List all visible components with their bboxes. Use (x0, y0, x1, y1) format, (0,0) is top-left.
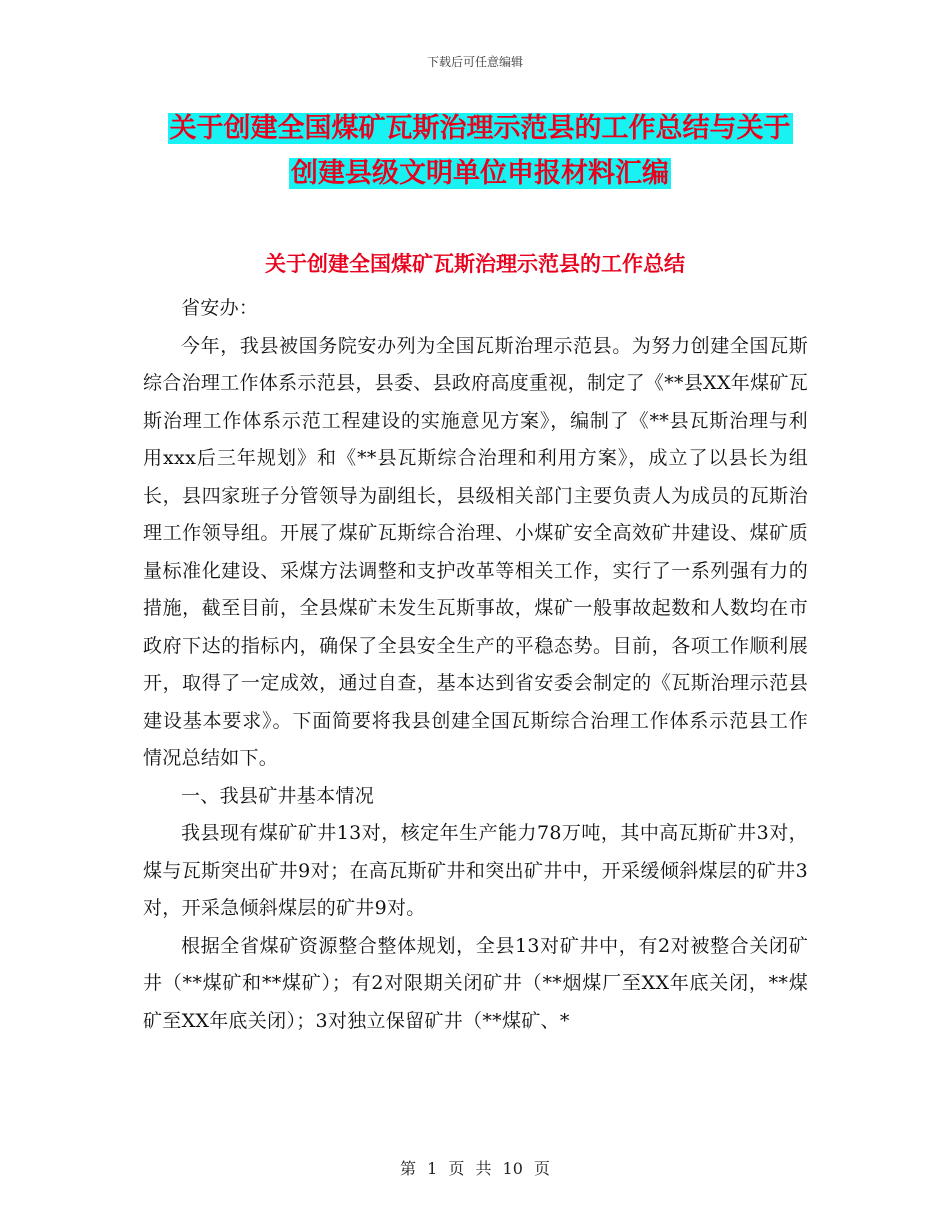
main-title-text-1: 关于创建全国煤矿瓦斯治理示范县的工作总结与关于 (169, 113, 791, 144)
section-title: 关于创建全国煤矿瓦斯治理示范县的工作总结 (265, 252, 685, 276)
document-body (143, 290, 808, 1040)
main-title-line-2 (140, 155, 820, 193)
main-title-text-2: 创建县级文明单位申报材料汇编 (291, 158, 669, 189)
paragraph-mines: 我县现有煤矿矿井13对，核定年生产能力78万吨，其中高瓦斯矿井3对，煤与瓦斯突出矿井9对；在高瓦斯矿井和突出矿井中，开采缓倾斜煤层的矿井3对，开采急倾斜煤层的矿井9对。 (143, 822, 808, 919)
main-title-line-1 (140, 110, 820, 148)
page-footer: 第 1 页 共 10 页 (400, 1159, 550, 1178)
salutation: 省安办： (181, 297, 259, 319)
paragraph-intro: 今年，我县被国务院安办列为全国瓦斯治理示范县。为努力创建全国瓦斯综合治理工作体系示范县，县委、县政府高度重视，制定了《**县XX年煤矿瓦斯治理工作体系示范工程建设的实施意见方案》，编制了《**县瓦斯治理与利用xxx后三年规划》和《**县瓦斯综合治理和利用方案》，成立了以县长为组长，县四家班子分管领导为副组长，县级相关部门主要负责人为成员的瓦斯治理工作领导组。开展了煤矿瓦斯综合治理、小煤矿安全高效矿井建设、煤矿质量标准化建设、采煤方法调整和支护改革等相关工作，实行了一系列强有力的措施，截至目前，全县煤矿未发生瓦斯事故，煤矿一般事故起数和人数均在市政府下达的指标内，确保了全县安全生产的平稳态势。目前，各项工作顺利展开，取得了一定成效，通过自查，基本达到省安委会制定的《瓦斯治理示范县建设基本要求》。下面简要将我县创建全国瓦斯综合治理工作体系示范县工作情况总结如下。 (143, 334, 808, 769)
section-heading-1: 一、我县矿井基本情况 (181, 784, 375, 807)
paragraph-integration: 根据全省煤矿资源整合整体规划，全县13对矿井中，有2对被整合关闭矿井（**煤矿和**煤矿）；有2对限期关闭矿井（**烟煤厂至XX年底关闭，**煤矿至XX年底关闭）；3对独立保留矿井（**煤矿、* (143, 934, 808, 1032)
header-note: 下载后可任意编辑 (426, 55, 523, 69)
